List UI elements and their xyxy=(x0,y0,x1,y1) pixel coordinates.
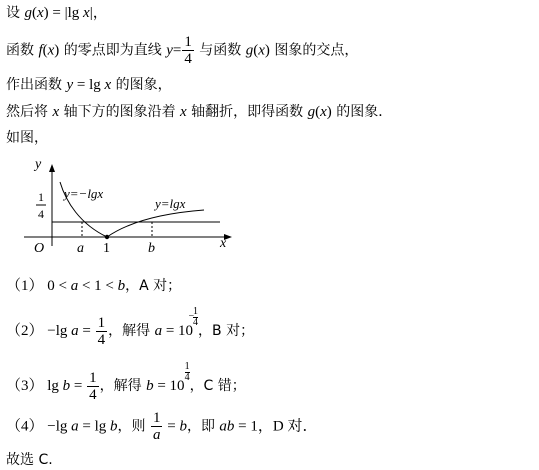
quarter-numerator: 1 xyxy=(38,190,44,204)
math-var: f xyxy=(38,42,43,59)
denominator: 4 xyxy=(97,331,106,348)
text: 然后将 xyxy=(6,104,53,120)
denominator: 4 xyxy=(184,51,192,67)
exponent-numerator: 1 xyxy=(184,361,190,372)
text: （4） −lg xyxy=(6,418,72,435)
exponent-numerator: 1 xyxy=(193,306,199,317)
math: ) xyxy=(43,5,49,21)
math: |， xyxy=(89,5,108,21)
x-axis-label: x xyxy=(220,236,227,251)
numerator: 1 xyxy=(184,34,192,50)
text: ，即 xyxy=(186,418,220,435)
exponent-sign: − xyxy=(188,311,195,322)
text: = 1，D 对． xyxy=(234,418,318,435)
text: 的图象， xyxy=(111,77,172,93)
math-var: x xyxy=(36,5,44,21)
option-1 xyxy=(6,275,181,296)
text: ，B 对； xyxy=(198,323,255,339)
math-var: y xyxy=(66,77,74,93)
text: 作出函数 xyxy=(6,77,67,93)
text: 与函数 xyxy=(194,42,246,59)
tick-1-label: 1 xyxy=(103,241,110,256)
math: = lg xyxy=(73,77,105,93)
math: ( xyxy=(253,42,259,59)
math: = |lg xyxy=(48,5,84,21)
answer xyxy=(6,449,53,470)
math-var: a xyxy=(70,278,79,294)
quarter-denominator: 4 xyxy=(38,207,44,221)
math: = xyxy=(78,323,95,339)
math: = xyxy=(163,418,180,435)
math-var: x xyxy=(47,42,55,59)
text: ，解得 xyxy=(108,323,155,339)
text: ，C 错； xyxy=(189,378,246,394)
math-var: g xyxy=(307,104,316,120)
denominator: a xyxy=(152,427,161,443)
math: = xyxy=(70,378,87,394)
math-var: g xyxy=(245,42,254,59)
text: 如图， xyxy=(6,130,48,146)
math-var: y xyxy=(166,42,173,59)
text: （2） −lg xyxy=(6,323,72,339)
text: 设 xyxy=(6,5,25,21)
origin-label: O xyxy=(34,241,45,256)
denominator: 4 xyxy=(89,386,97,403)
math-var: b xyxy=(117,278,126,294)
y-axis-arrow xyxy=(49,164,55,172)
math: ) xyxy=(264,42,270,59)
math-var: b xyxy=(146,378,154,394)
text: 轴翻折，即得函数 xyxy=(186,104,308,120)
text: ，解得 xyxy=(99,378,147,394)
math-var: x xyxy=(52,104,60,120)
math-var: b xyxy=(179,418,187,435)
fraction xyxy=(96,315,108,348)
option-3 xyxy=(6,362,246,403)
math: = 10 xyxy=(153,378,185,394)
text: 的图象． xyxy=(331,104,393,120)
text: 的零点即为直线 xyxy=(59,42,167,59)
math: ) xyxy=(54,42,60,59)
math-var: x xyxy=(180,104,187,120)
math: ( xyxy=(31,5,37,21)
option-4 xyxy=(6,410,317,443)
math-var: x xyxy=(83,5,90,21)
math: = lg xyxy=(78,418,111,435)
numerator: 1 xyxy=(97,314,106,331)
math-var: b xyxy=(110,418,118,435)
math-var: a xyxy=(71,418,79,435)
fraction xyxy=(87,370,99,403)
exponent-denominator: 4 xyxy=(184,372,190,383)
math-var: x xyxy=(320,104,327,120)
label-neg-lgx: y=−lgx xyxy=(64,186,104,201)
text: 轴下方的图象沿着 xyxy=(59,104,181,120)
math-var: x xyxy=(104,77,112,93)
text: ，则 xyxy=(117,418,150,435)
option-2 xyxy=(6,307,254,348)
math: ( xyxy=(42,42,48,59)
math: = 10 xyxy=(162,323,194,339)
fraction xyxy=(151,410,163,443)
math-var: a xyxy=(154,323,163,339)
numerator: 1 xyxy=(89,369,97,386)
text: 图象的交点， xyxy=(269,42,359,59)
math: ( xyxy=(315,104,321,120)
point-one xyxy=(105,235,109,239)
y-axis-label: y xyxy=(35,157,42,172)
math-var: ab xyxy=(219,418,235,435)
math-var: g xyxy=(24,5,32,21)
tick-a-label: a xyxy=(77,241,84,256)
text: （3） lg xyxy=(6,378,63,394)
text: （1） 0 < xyxy=(6,278,71,294)
math-var: a xyxy=(71,323,79,339)
math: = xyxy=(172,42,182,59)
text: 函数 xyxy=(6,42,39,59)
curve-lg xyxy=(107,210,204,237)
label-lgx: y=lgx xyxy=(155,196,186,211)
text: 故选 C. xyxy=(6,452,53,468)
math: < 1 < xyxy=(78,278,118,294)
math-var: b xyxy=(62,378,71,394)
text: ，A 对； xyxy=(125,278,182,294)
math-var: x xyxy=(258,42,265,59)
math: ) xyxy=(326,104,332,120)
tick-b-label: b xyxy=(148,241,155,256)
exponent-denominator: 4 xyxy=(193,317,199,328)
numerator: 1 xyxy=(152,410,161,426)
